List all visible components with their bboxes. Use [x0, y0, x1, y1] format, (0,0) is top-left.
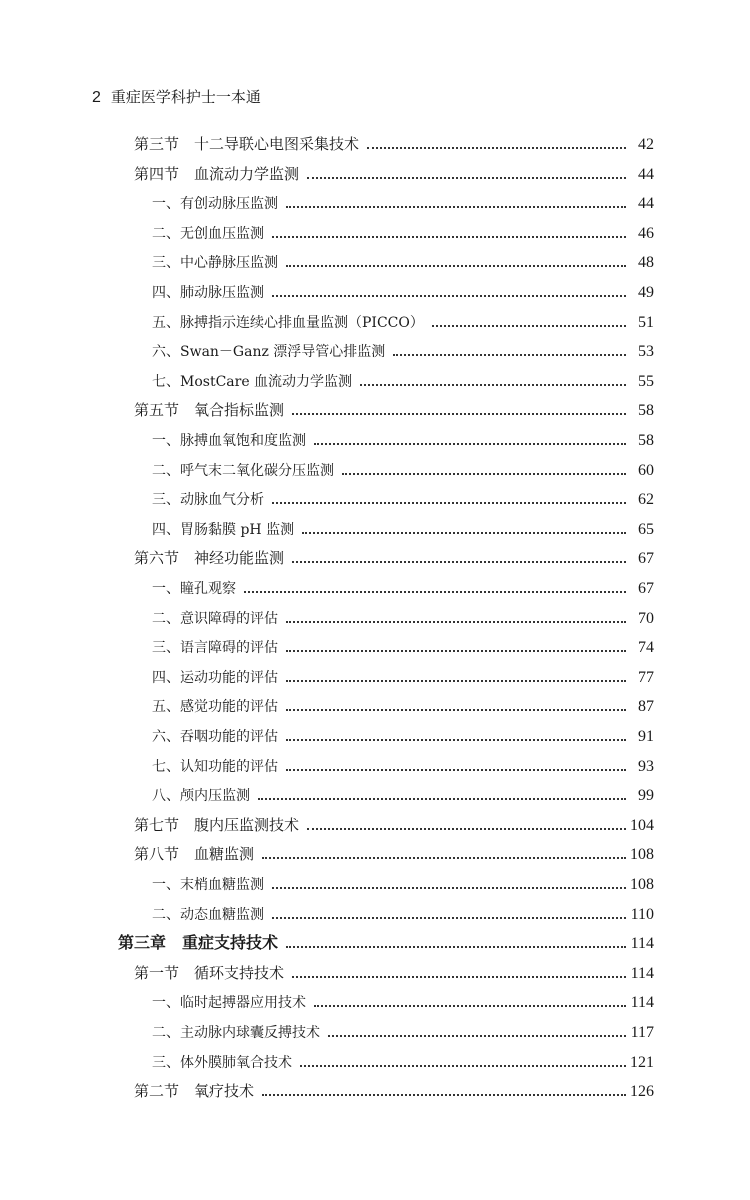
- dot-leader: [286, 621, 626, 623]
- dot-leader: [286, 739, 626, 741]
- toc-entry[interactable]: [152, 367, 654, 391]
- toc-entry-page: 46: [638, 224, 654, 242]
- toc-entry-title: 五、感觉功能的评估: [152, 699, 278, 716]
- toc-entry-page: 108: [630, 876, 654, 893]
- toc-entry[interactable]: [152, 337, 654, 361]
- toc-entry[interactable]: [152, 485, 654, 509]
- toc-entry-title: 第八节 血糖监测: [134, 845, 255, 864]
- toc-entry-page: 53: [638, 343, 654, 361]
- toc-entry-page: 51: [638, 313, 654, 331]
- toc-entry[interactable]: [134, 840, 654, 864]
- dot-leader: [292, 561, 626, 563]
- toc-entry[interactable]: [152, 456, 654, 480]
- toc-entry[interactable]: [152, 219, 654, 243]
- running-header: [92, 86, 261, 107]
- toc-entry-page: 65: [638, 520, 654, 538]
- toc-entry-page: 121: [630, 1053, 654, 1071]
- dot-leader: [286, 769, 626, 771]
- dot-leader: [342, 473, 626, 475]
- book-title: 重症医学科护士一本通: [110, 88, 261, 106]
- toc-entry-title: 第二节 氧疗技术: [134, 1082, 255, 1101]
- toc-entry-title: 七、认知功能的评估: [152, 758, 278, 775]
- dot-leader: [307, 177, 626, 179]
- toc-entry[interactable]: [152, 574, 654, 598]
- toc-entry[interactable]: [152, 692, 654, 716]
- toc-entry-title: 第七节 腹内压监测技术: [134, 815, 300, 834]
- toc-entry-title: 四、肺动脉压监测: [152, 285, 264, 301]
- toc-entry-title: 二、呼气末二氧化碳分压监测: [152, 462, 334, 479]
- toc-entry-page: 114: [630, 994, 654, 1012]
- toc-entry-page: 110: [630, 905, 654, 923]
- toc-entry[interactable]: [134, 160, 654, 184]
- toc-entry-title: 七、MostCare 血流动力学监测: [152, 373, 353, 390]
- toc-entry-page: 108: [630, 846, 654, 864]
- toc-entry-title: 六、吞咽功能的评估: [152, 729, 278, 745]
- toc-entry-title: 五、脉搏指示连续心排血量监测（PICCO）: [152, 314, 424, 331]
- dot-leader: [244, 591, 626, 593]
- toc-entry-page: 44: [638, 165, 654, 183]
- dot-leader: [286, 650, 626, 652]
- toc-entry-page: 62: [638, 491, 654, 509]
- toc-entry-page: 48: [638, 254, 654, 272]
- toc-entry[interactable]: [134, 130, 654, 154]
- toc-entry-page: 60: [638, 461, 654, 479]
- toc-entry-title: 第五节 氧合指标监测: [134, 401, 285, 420]
- dot-leader: [286, 709, 626, 711]
- dot-leader: [328, 1035, 626, 1037]
- dot-leader: [286, 946, 626, 948]
- toc-entry[interactable]: [152, 752, 654, 776]
- dot-leader: [272, 917, 626, 919]
- toc-entry-title: 二、无创血压监测: [152, 225, 264, 242]
- toc-entry[interactable]: [134, 544, 654, 568]
- dot-leader: [262, 857, 626, 859]
- dot-leader: [314, 1005, 626, 1007]
- toc-entry[interactable]: [152, 988, 654, 1012]
- toc-entry-page: 74: [638, 639, 654, 657]
- toc-entry-page: 87: [638, 698, 654, 716]
- dot-leader: [307, 828, 626, 830]
- toc-entry-page: 44: [638, 195, 654, 213]
- toc-entry-title: 一、有创动脉压监测: [152, 196, 278, 213]
- toc-entry-title: 一、脉搏血氧饱和度监测: [152, 433, 306, 449]
- dot-leader: [286, 206, 626, 208]
- toc-entry-title: 三、体外膜肺氧合技术: [152, 1054, 292, 1071]
- toc-entry-page: 91: [638, 728, 654, 745]
- toc-entry-title: 四、运动功能的评估: [152, 669, 278, 686]
- toc-entry-page: 117: [630, 1024, 654, 1041]
- toc-entry-title: 第一节 循环支持技术: [134, 963, 285, 982]
- toc-entry-page: 55: [638, 372, 654, 390]
- toc-entry[interactable]: [118, 929, 654, 953]
- toc-entry-page: 58: [638, 432, 654, 449]
- dot-leader: [286, 265, 626, 267]
- toc-entry-page: 77: [638, 668, 654, 686]
- toc-entry[interactable]: [152, 278, 654, 302]
- toc-entry-title: 三、动脉血气分析: [152, 492, 264, 509]
- toc-entry-page: 126: [630, 1083, 654, 1101]
- toc-entry-page: 114: [630, 964, 654, 982]
- toc-entry-title: 四、胃肠黏膜 pH 监测: [152, 521, 295, 538]
- toc-entry-title: 二、意识障碍的评估: [152, 610, 278, 627]
- toc-entry-title: 六、Swan－Ganz 漂浮导管心排监测: [152, 344, 386, 361]
- toc-entry-title: 一、末梢血糖监测: [152, 877, 264, 893]
- toc-entry-page: 49: [638, 284, 654, 301]
- toc-entry-title: 第四节 血流动力学监测: [134, 164, 300, 183]
- toc-entry[interactable]: [152, 781, 654, 805]
- toc-entry[interactable]: [152, 663, 654, 687]
- toc-entry-page: 70: [638, 609, 654, 627]
- toc-entry[interactable]: [134, 959, 654, 983]
- toc-entry[interactable]: [152, 189, 654, 213]
- dot-leader: [393, 354, 626, 356]
- toc-entry[interactable]: [134, 811, 654, 835]
- page-number: 2: [92, 89, 101, 106]
- toc-entry[interactable]: [152, 426, 654, 450]
- dot-leader: [258, 798, 626, 800]
- dot-leader: [432, 325, 626, 327]
- toc-entry-page: 67: [638, 550, 654, 568]
- dot-leader: [302, 532, 626, 534]
- dot-leader: [314, 443, 626, 445]
- toc-entry-page: 114: [630, 935, 654, 953]
- toc-entry-page: 42: [638, 136, 654, 153]
- dot-leader: [272, 887, 626, 889]
- toc-entry-title: 一、临时起搏器应用技术: [152, 995, 306, 1012]
- toc-entry-page: 58: [638, 402, 654, 420]
- dot-leader: [300, 1065, 626, 1067]
- toc-entry[interactable]: [152, 900, 654, 924]
- dot-leader: [367, 147, 626, 149]
- dot-leader: [272, 295, 626, 297]
- dot-leader: [262, 1094, 626, 1096]
- toc-entry-page: 93: [638, 757, 654, 775]
- toc-entry-title: 一、瞳孔观察: [152, 581, 236, 597]
- dot-leader: [292, 976, 626, 978]
- toc-entry[interactable]: [152, 1048, 654, 1072]
- toc-entry-page: 99: [638, 787, 654, 805]
- toc-entry-title: 第六节 神经功能监测: [134, 549, 285, 568]
- toc-entry[interactable]: [152, 870, 654, 894]
- toc-entry[interactable]: [152, 722, 654, 746]
- toc-entry[interactable]: [134, 396, 654, 420]
- toc-entry-title: 三、语言障碍的评估: [152, 640, 278, 657]
- dot-leader: [286, 680, 626, 682]
- toc-entry-title: 第三章 重症支持技术: [118, 933, 279, 953]
- toc-entry[interactable]: [152, 248, 654, 272]
- toc-entry-title: 第三节 十二导联心电图采集技术: [134, 135, 360, 153]
- toc-entry-page: 67: [638, 580, 654, 597]
- toc-entry-page: 104: [630, 816, 654, 834]
- toc-entry-title: 二、主动脉内球囊反搏技术: [152, 1025, 320, 1041]
- dot-leader: [292, 413, 626, 415]
- toc-entry[interactable]: [152, 308, 654, 332]
- dot-leader: [360, 384, 626, 386]
- toc-entry-title: 八、颅内压监测: [152, 788, 250, 805]
- toc-entry[interactable]: [134, 1077, 654, 1101]
- dot-leader: [272, 236, 626, 238]
- toc-entry-title: 二、动态血糖监测: [152, 906, 264, 923]
- toc-entry[interactable]: [152, 604, 654, 628]
- toc-entry[interactable]: [152, 1018, 654, 1042]
- toc-entry[interactable]: [152, 633, 654, 657]
- toc-entry[interactable]: [152, 515, 654, 539]
- dot-leader: [272, 502, 626, 504]
- toc-entry-title: 三、中心静脉压监测: [152, 255, 278, 272]
